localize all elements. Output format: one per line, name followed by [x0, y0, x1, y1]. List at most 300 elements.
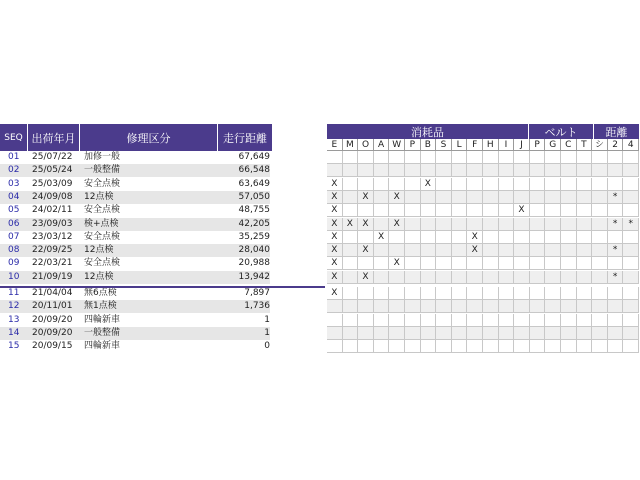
grid-cell [483, 164, 499, 177]
grid-cell [405, 257, 421, 270]
grid-cell [577, 257, 593, 270]
grid-cell [608, 287, 624, 300]
grid-cell [514, 340, 530, 353]
grid-cell [436, 244, 452, 257]
grid-cell [499, 327, 515, 340]
grid-cell: X [421, 178, 437, 191]
cell-mileage: 1 [218, 327, 270, 340]
grid-cell [389, 244, 405, 257]
grid-cell: X [514, 204, 530, 217]
grid-cell [374, 164, 390, 177]
grid-cell [327, 340, 343, 353]
grid-cell [467, 257, 483, 270]
grid-cell [514, 300, 530, 313]
grid-cell [530, 257, 546, 270]
grid-cell [483, 327, 499, 340]
grid-cell [592, 314, 608, 327]
grid-cell [343, 314, 359, 327]
grid-cell [623, 340, 639, 353]
grid-cell [483, 218, 499, 231]
grid-cell [561, 327, 577, 340]
sub-header-12: J [514, 139, 530, 151]
grid-cell [389, 340, 405, 353]
cell-category: 12点検 [80, 271, 218, 284]
grid-cell [483, 257, 499, 270]
grid-cell [421, 231, 437, 244]
cell-category: 四輪新車 [84, 341, 121, 352]
cell-mileage: 57,050 [218, 191, 270, 204]
grid-cell [592, 244, 608, 257]
cell-mileage: 63,649 [238, 178, 270, 189]
grid-cell [421, 271, 437, 284]
grid-cell [358, 314, 374, 327]
grid-cell [389, 300, 405, 313]
grid-cell [577, 178, 593, 191]
table-row[interactable] [0, 231, 640, 244]
cell-category: 安全点検 [84, 258, 121, 269]
grid-cell [405, 191, 421, 204]
grid-cell [608, 257, 624, 270]
grid-cell [452, 204, 468, 217]
cell-seq: 10 [0, 271, 28, 284]
grid-cell: X [327, 287, 343, 300]
grid-cell [343, 257, 359, 270]
grid-cell [530, 327, 546, 340]
cell-category: 無1点検 [80, 300, 218, 313]
header-belt: ベルト [529, 124, 594, 139]
cell-seq: 04 [0, 191, 28, 204]
grid-cell: X [358, 218, 374, 231]
grid-cell [592, 340, 608, 353]
sub-header-17: シ [592, 139, 608, 151]
table-row[interactable] [0, 257, 640, 270]
grid-cell [327, 151, 343, 164]
cell-mileage: 0 [264, 341, 270, 352]
sub-header-6: B [421, 139, 437, 151]
grid-cell [545, 287, 561, 300]
cell-seq: 02 [0, 164, 28, 177]
grid-cell [545, 257, 561, 270]
grid-cell [436, 300, 452, 313]
grid-cell [592, 204, 608, 217]
grid-cell [327, 314, 343, 327]
grid-cell [452, 287, 468, 300]
cell-date: 22/09/25 [28, 244, 80, 257]
grid-cell [499, 218, 515, 231]
sub-header-18: 2 [608, 139, 624, 151]
grid-cell [623, 271, 639, 284]
cell-category: 加修一般 [84, 152, 121, 162]
grid-cell [499, 257, 515, 270]
grid-cell [577, 287, 593, 300]
grid-cell: X [358, 191, 374, 204]
grid-cell [577, 231, 593, 244]
grid-cell [499, 231, 515, 244]
grid-cell [343, 164, 359, 177]
grid-cell [374, 151, 390, 164]
grid-cell [483, 151, 499, 164]
grid-cell [374, 314, 390, 327]
grid-cell [577, 300, 593, 313]
grid-cell [467, 191, 483, 204]
grid-cell [436, 231, 452, 244]
grid-cell [623, 314, 639, 327]
grid-cell [405, 204, 421, 217]
cell-date: 25/03/09 [32, 178, 73, 189]
cell-seq: 08 [0, 244, 28, 257]
grid-cell: * [608, 191, 624, 204]
grid-cell: X [358, 271, 374, 284]
grid-cell [374, 191, 390, 204]
grid-cell: X [389, 191, 405, 204]
grid-cell [514, 327, 530, 340]
header-category: 修理区分 [80, 124, 218, 151]
grid-cell [608, 164, 624, 177]
grid-cell [561, 164, 577, 177]
grid-cell [514, 191, 530, 204]
grid-cell [592, 327, 608, 340]
grid-cell [389, 287, 405, 300]
grid-cell [452, 231, 468, 244]
grid-cell [452, 300, 468, 313]
grid-cell [592, 287, 608, 300]
grid-cell [421, 300, 437, 313]
header-consumables: 消耗品 [327, 124, 529, 139]
grid-cell: X [327, 257, 343, 270]
grid-cell [358, 300, 374, 313]
grid-cell [514, 178, 530, 191]
grid-cell [577, 218, 593, 231]
grid-cell [530, 231, 546, 244]
grid-cell [483, 231, 499, 244]
grid-cell [436, 218, 452, 231]
grid-cell [467, 204, 483, 217]
cell-category: 一般整備 [80, 164, 218, 177]
grid-cell [592, 191, 608, 204]
grid-cell [608, 151, 624, 164]
grid-cell [577, 327, 593, 340]
cell-date: 24/02/11 [32, 205, 73, 216]
table-row[interactable] [0, 151, 640, 164]
grid-cell [436, 287, 452, 300]
grid-cell [577, 151, 593, 164]
grid-cell [623, 244, 639, 257]
grid-cell [483, 287, 499, 300]
sub-header-7: S [436, 139, 452, 151]
grid-cell: X [327, 271, 343, 284]
grid-cell [514, 231, 530, 244]
cell-date: 20/09/20 [28, 327, 80, 340]
grid-cell [405, 314, 421, 327]
grid-cell [405, 151, 421, 164]
table-row[interactable] [0, 191, 640, 204]
grid-cell [389, 151, 405, 164]
grid-cell [561, 257, 577, 270]
grid-cell [608, 231, 624, 244]
grid-cell [343, 231, 359, 244]
grid-cell [483, 314, 499, 327]
cell-seq: 05 [8, 205, 20, 216]
grid-cell [608, 178, 624, 191]
grid-cell [608, 340, 624, 353]
cell-date: 25/05/24 [28, 164, 80, 177]
grid-cell [405, 178, 421, 191]
grid-cell [405, 300, 421, 313]
cell-mileage: 35,259 [238, 231, 270, 242]
grid-cell [561, 191, 577, 204]
grid-cell [623, 164, 639, 177]
grid-cell [561, 314, 577, 327]
cell-seq: 01 [8, 152, 20, 162]
grid-cell [499, 271, 515, 284]
grid-cell [499, 164, 515, 177]
grid-cell [623, 151, 639, 164]
table-row[interactable] [0, 244, 640, 257]
grid-cell [436, 340, 452, 353]
grid-cell [452, 327, 468, 340]
grid-cell: X [327, 218, 343, 231]
grid-cell [592, 164, 608, 177]
grid-cell [467, 271, 483, 284]
grid-cell [358, 164, 374, 177]
grid-cell [374, 257, 390, 270]
grid-cell [514, 314, 530, 327]
grid-cell [545, 231, 561, 244]
sub-header-9: F [467, 139, 483, 151]
grid-cell [452, 314, 468, 327]
grid-cell [467, 218, 483, 231]
cell-category: 12点検 [80, 191, 218, 204]
grid-cell [561, 231, 577, 244]
cell-seq: 07 [8, 231, 20, 242]
grid-cell [421, 287, 437, 300]
grid-cell [327, 164, 343, 177]
table-row[interactable] [0, 178, 640, 191]
grid-cell [514, 218, 530, 231]
grid-cell [436, 178, 452, 191]
grid-cell [561, 178, 577, 191]
grid-cell [389, 164, 405, 177]
grid-cell [499, 151, 515, 164]
cell-category: 安全点検 [84, 231, 121, 242]
grid-cell [436, 327, 452, 340]
grid-cell: X [467, 244, 483, 257]
grid-cell [545, 327, 561, 340]
grid-cell [374, 271, 390, 284]
table-row[interactable] [0, 218, 640, 231]
cell-mileage: 67,649 [238, 152, 270, 162]
grid-cell [561, 151, 577, 164]
cell-mileage: 66,548 [218, 164, 270, 177]
cell-seq: 06 [0, 218, 28, 231]
grid-cell [436, 314, 452, 327]
grid-cell [514, 271, 530, 284]
grid-cell [374, 300, 390, 313]
grid-cell [561, 271, 577, 284]
sub-header-10: H [483, 139, 499, 151]
grid-cell: X [327, 231, 343, 244]
grid-cell [530, 340, 546, 353]
cell-seq: 12 [0, 300, 28, 313]
sub-header-11: I [499, 139, 515, 151]
grid-cell: X [374, 231, 390, 244]
grid-cell [608, 204, 624, 217]
cell-mileage: 28,040 [218, 244, 270, 257]
grid-cell [389, 271, 405, 284]
grid-cell [452, 244, 468, 257]
grid-cell [545, 271, 561, 284]
cell-category: 安全点検 [84, 205, 121, 216]
grid-cell [499, 178, 515, 191]
grid-cell [374, 340, 390, 353]
grid-cell: * [608, 244, 624, 257]
cell-mileage: 7,897 [244, 288, 270, 298]
grid-cell: X [389, 257, 405, 270]
grid-cell [514, 164, 530, 177]
grid-cell [343, 340, 359, 353]
grid-cell [545, 164, 561, 177]
sub-header-0: E [327, 139, 343, 151]
grid-cell [452, 151, 468, 164]
grid-cell [577, 191, 593, 204]
grid-cell [467, 300, 483, 313]
grid-cell [421, 204, 437, 217]
sub-header-19: 4 [623, 139, 639, 151]
cell-category: 検+点検 [80, 218, 218, 231]
grid-cell [514, 244, 530, 257]
cell-mileage: 20,988 [238, 258, 270, 269]
cell-category: 一般整備 [80, 327, 218, 340]
cell-mileage: 48,755 [238, 205, 270, 216]
grid-cell [530, 151, 546, 164]
grid-cell [545, 314, 561, 327]
grid-cell [483, 204, 499, 217]
grid-cell: X [467, 231, 483, 244]
table-row[interactable] [0, 327, 640, 340]
sub-header-16: T [577, 139, 593, 151]
grid-cell [561, 340, 577, 353]
grid-cell [421, 164, 437, 177]
table-row[interactable] [0, 300, 640, 313]
cell-date: 23/03/12 [32, 231, 73, 242]
grid-cell [483, 340, 499, 353]
table-row[interactable] [0, 204, 640, 217]
grid-cell [514, 151, 530, 164]
grid-cell [421, 340, 437, 353]
grid-cell [483, 271, 499, 284]
grid-cell: X [343, 218, 359, 231]
sub-header-4: W [389, 139, 405, 151]
grid-cell [436, 204, 452, 217]
grid-cell [358, 340, 374, 353]
grid-cell [577, 244, 593, 257]
grid-cell [545, 178, 561, 191]
grid-cell [436, 271, 452, 284]
grid-cell [467, 178, 483, 191]
grid-cell [545, 340, 561, 353]
grid-cell: X [327, 204, 343, 217]
grid-cell [545, 191, 561, 204]
grid-cell [343, 178, 359, 191]
cell-date: 25/07/22 [32, 152, 73, 162]
grid-cell [343, 300, 359, 313]
grid-cell [483, 191, 499, 204]
grid-cell [421, 218, 437, 231]
sub-header-3: A [374, 139, 390, 151]
cell-category: 安全点検 [84, 178, 121, 189]
grid-cell [436, 257, 452, 270]
grid-cell [421, 257, 437, 270]
grid-cell [452, 340, 468, 353]
grid-cell [623, 204, 639, 217]
grid-cell [467, 287, 483, 300]
grid-cell: X [358, 244, 374, 257]
grid-cell [405, 287, 421, 300]
grid-cell [452, 164, 468, 177]
grid-cell [577, 271, 593, 284]
grid-cell: * [608, 271, 624, 284]
table-row[interactable] [0, 340, 640, 353]
grid-cell [530, 314, 546, 327]
grid-cell [374, 204, 390, 217]
grid-cell [623, 300, 639, 313]
grid-cell [467, 314, 483, 327]
cell-mileage: 42,205 [218, 218, 270, 231]
sub-header-8: L [452, 139, 468, 151]
grid-cell [608, 327, 624, 340]
table-row[interactable] [0, 164, 640, 177]
grid-cell [577, 340, 593, 353]
grid-cell [623, 191, 639, 204]
grid-cell [545, 300, 561, 313]
table-row[interactable] [0, 314, 640, 327]
grid-cell [452, 257, 468, 270]
cell-date: 23/09/03 [28, 218, 80, 231]
grid-cell [421, 314, 437, 327]
table-row[interactable] [0, 287, 640, 300]
grid-cell [374, 244, 390, 257]
grid-cell [405, 218, 421, 231]
cell-date: 24/09/08 [28, 191, 80, 204]
sub-header-14: G [545, 139, 561, 151]
grid-cell [374, 218, 390, 231]
grid-cell [577, 164, 593, 177]
header-mileage: 走行距離 [218, 124, 273, 151]
grid-cell [343, 244, 359, 257]
sub-header-15: C [561, 139, 577, 151]
cell-seq: 13 [8, 314, 20, 325]
grid-cell [561, 300, 577, 313]
header-distance: 距離 [594, 124, 640, 139]
grid-cell: * [608, 218, 624, 231]
grid-cell [452, 191, 468, 204]
grid-cell [561, 218, 577, 231]
cell-mileage: 1 [264, 314, 270, 325]
grid-cell [452, 271, 468, 284]
cell-date: 21/04/04 [32, 288, 73, 298]
grid-cell [405, 231, 421, 244]
grid-cell [343, 271, 359, 284]
sub-header-13: P [530, 139, 546, 151]
grid-cell [499, 340, 515, 353]
grid-cell [343, 204, 359, 217]
cell-date: 21/09/19 [28, 271, 80, 284]
grid-cell [545, 204, 561, 217]
grid-cell [405, 340, 421, 353]
grid-cell [545, 151, 561, 164]
table-row[interactable] [0, 271, 640, 284]
grid-cell [405, 244, 421, 257]
